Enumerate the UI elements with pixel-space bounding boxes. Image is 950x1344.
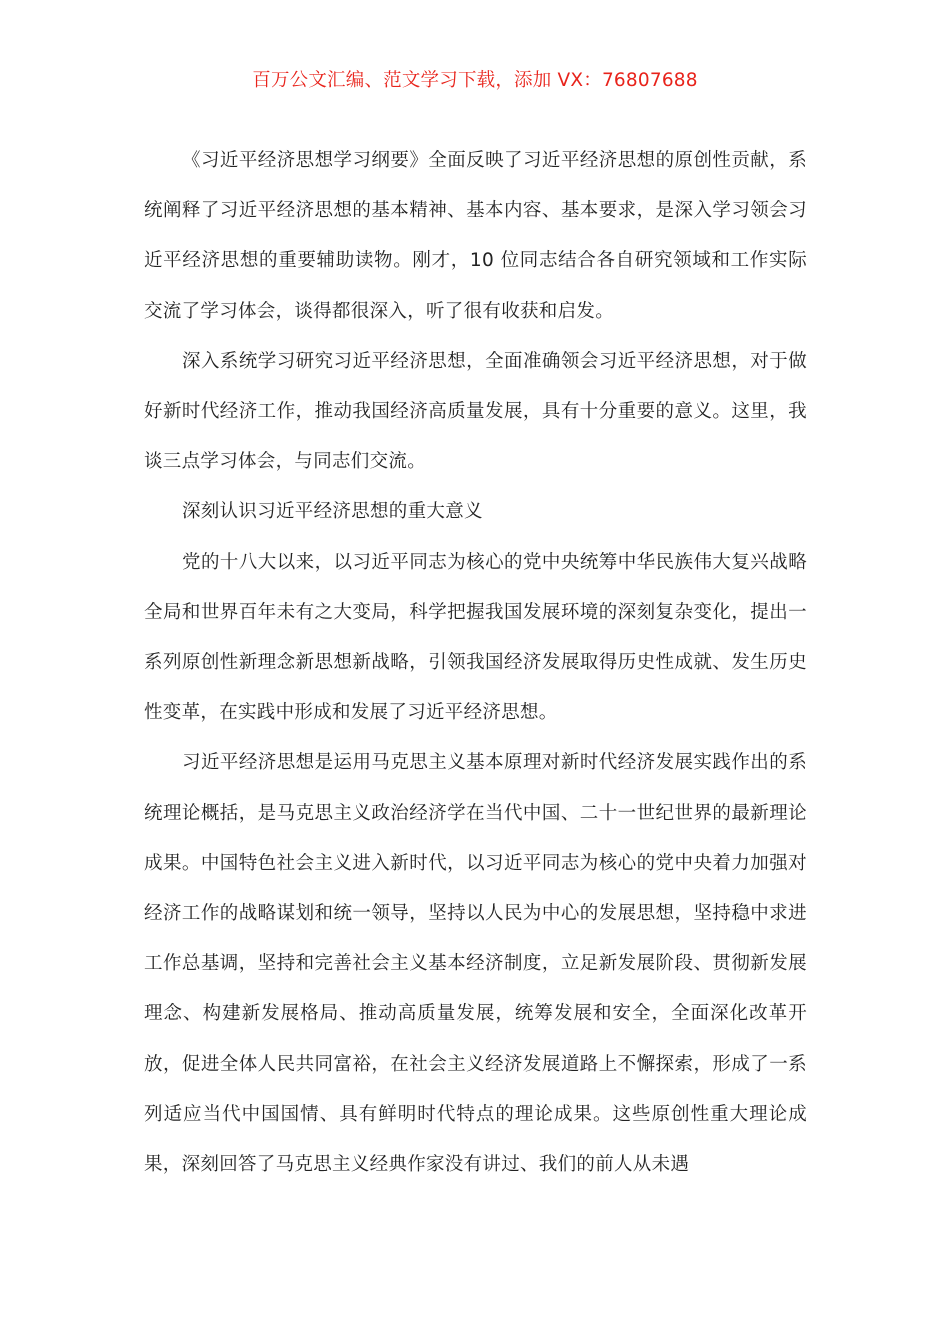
paragraph-purpose: 深入系统学习研究习近平经济思想，全面准确领会习近平经济思想，对于做好新时代经济工作，推动我国经济高质量发展，具有十分重要的意义。这里，我谈三点学习体会，与同志们交流。: [144, 350, 807, 473]
paragraph-background: 党的十八大以来，以习近平同志为核心的党中央统筹中华民族伟大复兴战略全局和世界百年未有之大变局，科学把握我国发展环境的深刻复杂变化，提出一系列原创性新理念新思想新战略，引领我国经济发展取得历史性成就、发生历史性变革，在实践中形成和发展了习近平经济思想。: [144, 551, 807, 724]
document-body: [144, 136, 807, 1190]
paragraph-theory: 习近平经济思想是运用马克思主义基本原理对新时代经济发展实践作出的系统理论概括，是马克思主义政治经济学在当代中国、二十一世纪世界的最新理论成果。中国特色社会主义进入新时代，以习近平同志为核心的党中央着力加强对经济工作的战略谋划和统一领导，坚持以人民为中心的发展思想，坚持稳中求进工作总基调，坚持和完善社会主义基本经济制度，立足新发展阶段、贯彻新发展理念、构建新发展格局、推动高质量发展，统筹发展和安全，全面深化改革开放，促进全体人民共同富裕，在社会主义经济发展道路上不懈探索，形成了一系列适应当代中国国情、具有鲜明时代特点的理论成果。这些原创性重大理论成果，深刻回答了马克思主义经典作家没有讲过、我们的前人从未遇: [144, 752, 807, 1176]
paragraph-intro: 《习近平经济思想学习纲要》全面反映了习近平经济思想的原创性贡献，系统阐释了习近平经济思想的基本精神、基本内容、基本要求，是深入学习领会习近平经济思想的重要辅助读物。刚才，10 位同志结合各自研究领域和工作实际交流了学习体会，谈得都很深入，听了很有收获和启发。: [144, 150, 807, 322]
header-banner: 百万公文汇编、范文学习下载，添加 VX：76807688: [252, 70, 698, 91]
section-heading: 深刻认识习近平经济思想的重大意义: [182, 501, 483, 523]
